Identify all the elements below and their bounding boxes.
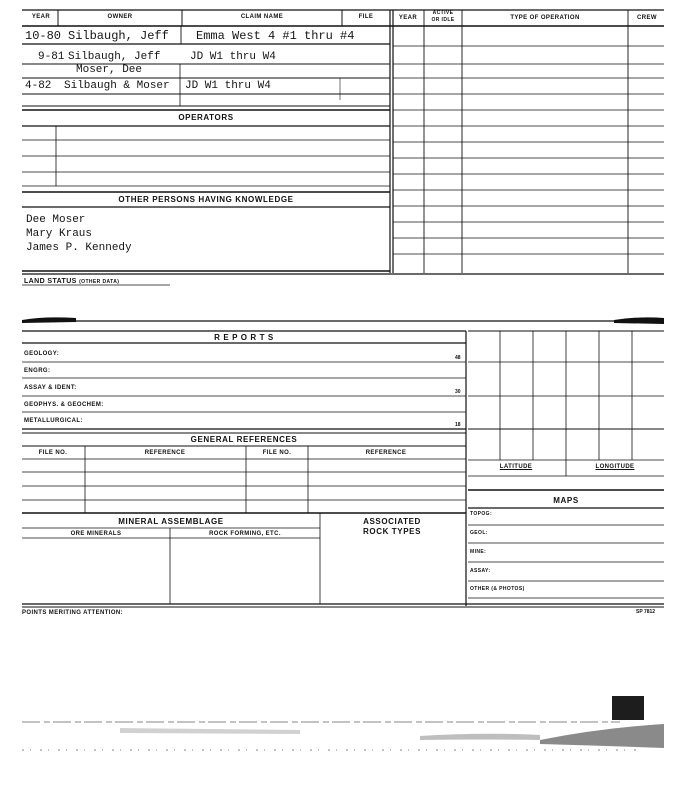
other-person-3: James P. Kennedy [26,242,132,254]
operation-year-header: YEAR [398,15,418,21]
general-references-title: GENERAL REFERENCES [190,435,298,444]
claims-file-header: FILE [358,14,374,20]
claims-claim-name-header: CLAIM NAME [240,14,284,20]
claim-row-4-owner: Silbaugh & Moser [64,80,170,92]
report-metallurgical: METALLURGICAL: [24,418,83,424]
report-geophys: GEOPHYS. & GEOCHEM: [24,402,104,408]
other-persons-title: OTHER PERSONS HAVING KNOWLEDGE [118,195,294,204]
land-status-label: LAND STATUS (OTHER DATA) [24,278,120,285]
claim-row-1-year: 10-80 [25,29,62,43]
associated-rock-types-line2: ROCK TYPES [362,527,422,536]
ore-minerals-header: ORE MINERALS [70,531,122,537]
report-geology: GEOLOGY: [24,351,60,357]
latitude-label: LATITUDE [499,464,533,470]
map-topog: TOPOG: [470,511,493,517]
grid-number-18: 18 [455,422,461,428]
operation-type-header: TYPE OF OPERATION [510,15,580,21]
report-engrg: ENGRG: [24,368,51,374]
other-person-1: Dee Moser [26,214,86,226]
ref-file-no-header-1: FILE NO. [38,450,68,456]
mineral-assemblage-title: MINERAL ASSEMBLAGE [118,517,224,526]
claims-year-header: YEAR [31,14,51,20]
ref-reference-header-2: REFERENCE [365,450,407,456]
operation-idle-header: OR IDLE [431,17,455,23]
grid-number-48: 48 [455,355,461,361]
other-person-2: Mary Kraus [26,228,93,240]
reports-title: R E P O R T S [214,333,274,342]
claim-row-2-year: 9-81 [38,51,65,63]
claims-owner-header: OWNER [107,14,133,20]
report-assay: ASSAY & IDENT: [24,385,77,391]
map-assay: ASSAY: [470,568,491,574]
rock-forming-header: ROCK FORMING, ETC. [209,531,281,537]
claim-row-4-claim-name: JD W1 thru W4 [185,80,271,92]
operation-crew-header: CREW [637,15,657,21]
operators-title: OPERATORS [178,113,234,122]
map-geol: GEOL: [470,530,488,536]
claim-row-1-claim-name: Emma West 4 #1 thru #4 [196,29,355,43]
ref-reference-header-1: REFERENCE [144,450,186,456]
map-other: OTHER (& PHOTOS) [470,586,525,592]
claim-row-3-owner: Moser, Dee [76,64,143,76]
claim-row-2-claim-name: JD W1 thru W4 [190,51,276,63]
maps-title: MAPS [553,496,579,505]
operation-active-header: ACTIVE [432,10,454,16]
ref-file-no-header-2: FILE NO. [262,450,292,456]
points-meriting-attention-label: POINTS MERITING ATTENTION: [22,610,124,616]
grid-number-30: 30 [455,389,461,395]
form-number: SP 7812 [636,609,656,615]
longitude-label: LONGITUDE [595,464,635,470]
claim-row-1-owner: Silbaugh, Jeff [68,29,169,43]
claim-row-4-year: 4-82 [25,80,52,92]
associated-rock-types-line1: ASSOCIATED [363,517,421,526]
map-mine: MINE: [470,549,487,555]
claim-row-2-owner: Silbaugh, Jeff [68,51,161,63]
